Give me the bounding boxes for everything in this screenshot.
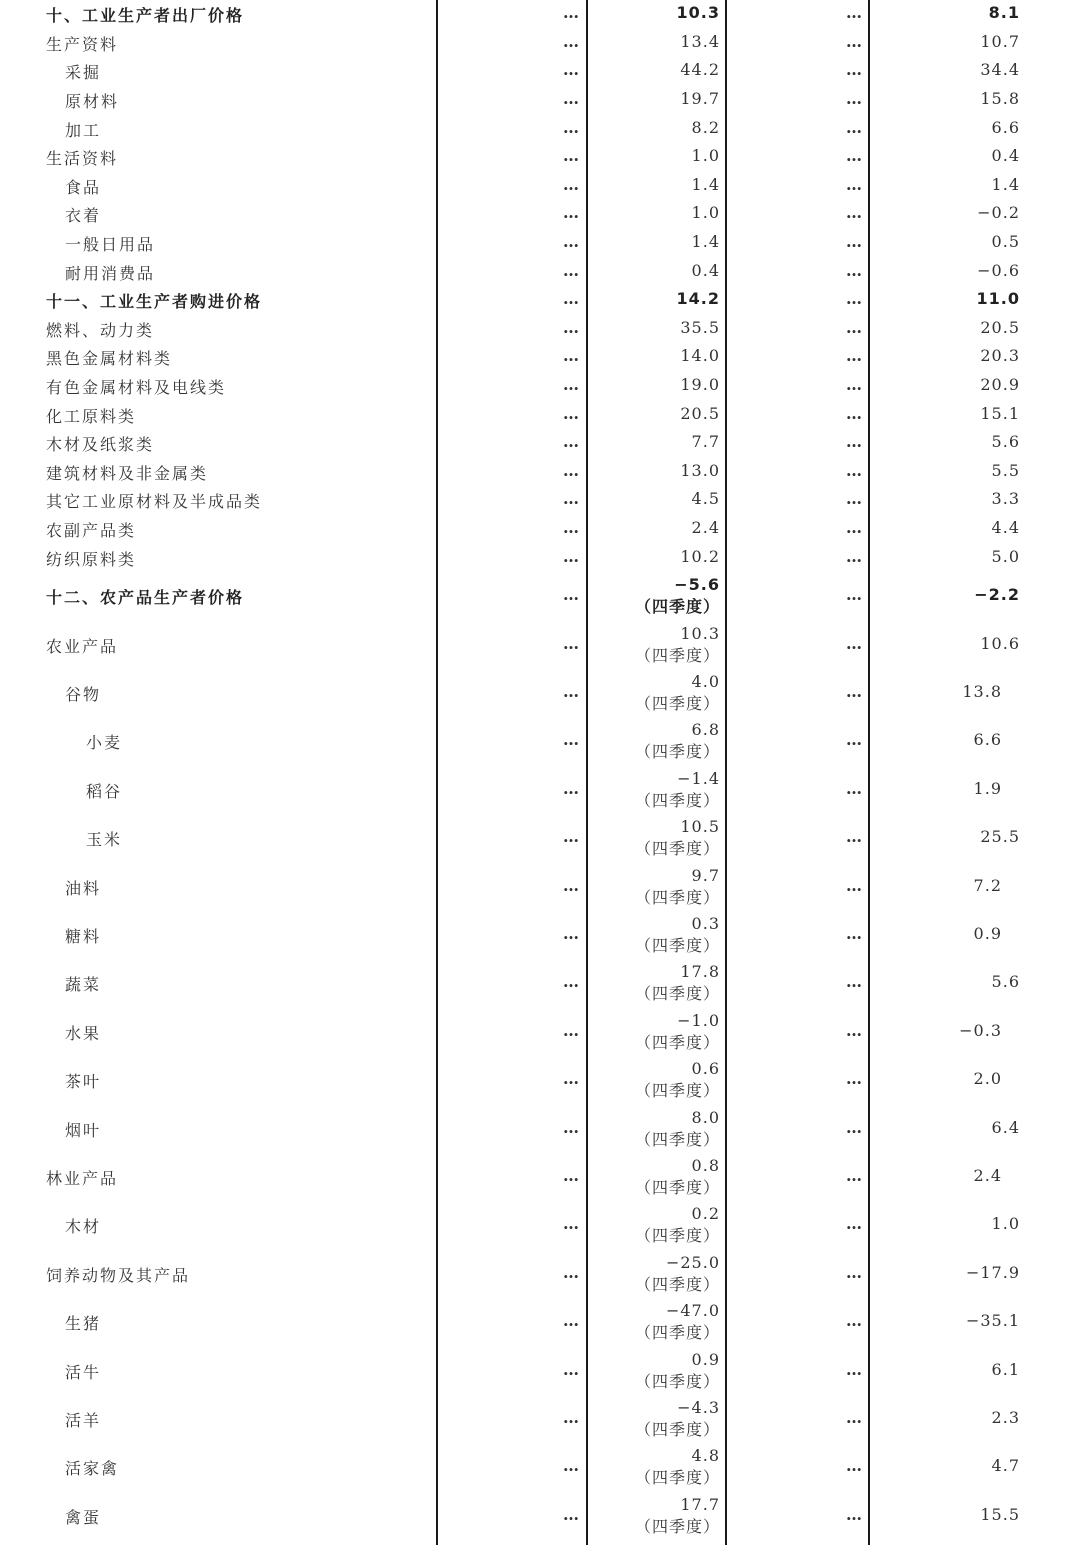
quarter-note: （四季度） (634, 790, 720, 810)
value-cell (635, 574, 720, 618)
ellipsis-cell: … (846, 1214, 862, 1234)
row-label: 十一、工业生产者购进价格 (46, 292, 263, 312)
value-cell: 6.4 (991, 1117, 1020, 1137)
value-number: 0.3 (691, 913, 720, 933)
ellipsis-cell: … (563, 117, 579, 137)
table-row (0, 29, 1080, 58)
value-cell: 0.4 (991, 146, 1020, 166)
table-row (0, 1346, 1080, 1394)
table-row (0, 1492, 1080, 1540)
table-row (0, 143, 1080, 172)
row-label: 小麦 (86, 733, 123, 753)
ellipsis-cell: … (563, 203, 579, 223)
row-label: 采掘 (65, 63, 102, 83)
ellipsis-cell: … (846, 117, 862, 137)
row-label: 生猪 (65, 1314, 102, 1334)
row-label: 饲养动物及其产品 (46, 1265, 191, 1285)
row-label: 活家禽 (65, 1459, 120, 1479)
value-number: 0.8 (691, 1155, 720, 1175)
ellipsis-cell: … (563, 375, 579, 395)
ellipsis-cell: … (846, 681, 862, 701)
value-cell: 0.9 (973, 923, 1002, 943)
table-row (0, 543, 1080, 572)
ellipsis-cell: … (563, 778, 579, 798)
ellipsis-cell: … (563, 174, 579, 194)
value-cell: 10.7 (980, 31, 1020, 51)
value-number: −5.6 (674, 575, 720, 595)
value-cell (635, 1494, 720, 1538)
value-cell: 2.3 (991, 1407, 1020, 1427)
ellipsis-cell: … (563, 1262, 579, 1282)
ellipsis-cell: … (563, 546, 579, 566)
table-row (0, 0, 1080, 29)
value-number: −1.4 (677, 768, 720, 788)
value-cell (635, 1445, 720, 1489)
quarter-note: （四季度） (634, 742, 720, 762)
quarter-note: （四季度） (634, 1081, 720, 1101)
value-cell (635, 1203, 720, 1247)
value-cell: 19.7 (680, 89, 720, 109)
value-cell: 1.9 (973, 778, 1002, 798)
value-cell: 5.6 (991, 432, 1020, 452)
value-number: 4.8 (691, 1446, 720, 1466)
table-row (0, 343, 1080, 372)
value-cell: 4.7 (991, 1456, 1020, 1476)
ellipsis-cell: … (563, 875, 579, 895)
ellipsis-cell: … (563, 432, 579, 452)
quarter-note: （四季度） (634, 1226, 720, 1246)
value-cell: 20.9 (980, 375, 1020, 395)
row-label: 黑色金属材料类 (46, 349, 173, 369)
ellipsis-cell: … (563, 232, 579, 252)
value-cell: 5.5 (991, 460, 1020, 480)
ellipsis-cell: … (846, 1311, 862, 1331)
table-row (0, 57, 1080, 86)
row-label: 木材及纸浆类 (46, 435, 155, 455)
ellipsis-cell: … (563, 1117, 579, 1137)
value-cell (635, 671, 720, 715)
ellipsis-cell: … (563, 1165, 579, 1185)
ellipsis-cell: … (563, 1311, 579, 1331)
value-cell (635, 865, 720, 909)
table-row (0, 257, 1080, 286)
ellipsis-cell: … (846, 585, 862, 605)
table-row (0, 1201, 1080, 1249)
ellipsis-cell: … (563, 489, 579, 509)
ellipsis-cell: … (846, 518, 862, 538)
value-cell: 1.4 (991, 174, 1020, 194)
ellipsis-cell: … (563, 1456, 579, 1476)
ellipsis-cell: … (563, 289, 579, 309)
table-row (0, 814, 1080, 862)
ellipsis-cell: … (563, 460, 579, 480)
value-cell (635, 961, 720, 1005)
table-row (0, 1443, 1080, 1491)
ellipsis-cell: … (563, 730, 579, 750)
value-cell: 44.2 (680, 60, 720, 80)
value-cell (635, 1397, 720, 1441)
value-cell: 14.0 (680, 346, 720, 366)
quarter-note: （四季度） (634, 597, 720, 617)
row-label: 糖料 (65, 926, 102, 946)
value-cell: 13.4 (680, 31, 720, 51)
table-row (0, 114, 1080, 143)
ellipsis-cell: … (563, 260, 579, 280)
table-row (0, 1395, 1080, 1443)
ellipsis-cell: … (846, 730, 862, 750)
table-row (0, 458, 1080, 487)
ellipsis-cell: … (846, 432, 862, 452)
value-cell: 0.4 (691, 260, 720, 280)
value-cell: 10.3 (676, 3, 720, 23)
ellipsis-cell: … (563, 1504, 579, 1524)
table-row (0, 717, 1080, 765)
row-label: 生活资料 (46, 149, 119, 169)
ellipsis-cell: … (563, 1069, 579, 1089)
table-row (0, 959, 1080, 1007)
value-number: −1.0 (677, 1010, 720, 1030)
quarter-note: （四季度） (634, 984, 720, 1004)
ellipsis-cell: … (563, 633, 579, 653)
value-number: 17.7 (680, 1494, 720, 1514)
value-cell: 8.1 (988, 3, 1020, 23)
ellipsis-cell: … (846, 289, 862, 309)
table-row (0, 200, 1080, 229)
ellipsis-cell: … (846, 203, 862, 223)
value-cell: 1.4 (691, 232, 720, 252)
quarter-note: （四季度） (634, 887, 720, 907)
row-label: 蔬菜 (65, 975, 102, 995)
value-number: −25.0 (665, 1252, 720, 1272)
value-cell: −17.9 (965, 1262, 1020, 1282)
value-cell: 4.4 (991, 518, 1020, 538)
value-number: 8.0 (691, 1107, 720, 1127)
table-row (0, 572, 1080, 620)
ellipsis-cell: … (563, 146, 579, 166)
table-row (0, 229, 1080, 258)
value-cell: 6.6 (973, 730, 1002, 750)
table-row (0, 669, 1080, 717)
table-row (0, 86, 1080, 115)
value-cell (635, 623, 720, 667)
value-cell (635, 719, 720, 763)
table-row (0, 1298, 1080, 1346)
row-label: 活羊 (65, 1410, 102, 1430)
row-label: 烟叶 (65, 1120, 102, 1140)
ellipsis-cell: … (846, 1020, 862, 1040)
row-label: 衣着 (65, 206, 102, 226)
ellipsis-cell: … (563, 31, 579, 51)
ellipsis-cell: … (563, 1359, 579, 1379)
row-label: 耐用消费品 (65, 263, 156, 283)
row-label: 建筑材料及非金属类 (46, 463, 209, 483)
ellipsis-cell: … (846, 827, 862, 847)
value-cell: 20.5 (680, 403, 720, 423)
value-cell: 1.0 (691, 203, 720, 223)
value-cell: 2.4 (691, 518, 720, 538)
table-row (0, 172, 1080, 201)
ellipsis-cell: … (846, 489, 862, 509)
value-cell: 35.5 (680, 317, 720, 337)
ellipsis-cell: … (846, 1504, 862, 1524)
row-label: 食品 (65, 177, 102, 197)
value-cell: 13.8 (962, 681, 1002, 701)
value-cell: 20.5 (980, 317, 1020, 337)
value-cell: 19.0 (680, 375, 720, 395)
table-row (0, 1250, 1080, 1298)
row-label: 十、工业生产者出厂价格 (46, 6, 245, 26)
ellipsis-cell: … (846, 174, 862, 194)
value-cell (635, 1155, 720, 1199)
value-cell: 5.6 (991, 972, 1020, 992)
ellipsis-cell: … (846, 1117, 862, 1137)
ellipsis-cell: … (846, 346, 862, 366)
table-row (0, 515, 1080, 544)
value-number: 6.8 (691, 720, 720, 740)
ellipsis-cell: … (846, 146, 862, 166)
ellipsis-cell: … (846, 1262, 862, 1282)
ellipsis-cell: … (846, 60, 862, 80)
value-cell: 2.4 (973, 1165, 1002, 1185)
quarter-note: （四季度） (634, 1323, 720, 1343)
quarter-note: （四季度） (634, 839, 720, 859)
value-number: 10.5 (680, 817, 720, 837)
quarter-note: （四季度） (634, 645, 720, 665)
ellipsis-cell: … (563, 827, 579, 847)
row-label: 农副产品类 (46, 521, 137, 541)
table-row (0, 429, 1080, 458)
row-label: 其它工业原材料及半成品类 (46, 492, 263, 512)
ellipsis-cell: … (846, 1069, 862, 1089)
value-cell: 1.4 (691, 174, 720, 194)
value-cell: 11.0 (976, 289, 1020, 309)
ellipsis-cell: … (563, 317, 579, 337)
ellipsis-cell: … (846, 89, 862, 109)
value-cell: −2.2 (974, 585, 1020, 605)
ellipsis-cell: … (846, 1359, 862, 1379)
value-cell: 25.5 (980, 827, 1020, 847)
row-label: 生产资料 (46, 34, 119, 54)
ellipsis-cell: … (846, 546, 862, 566)
ellipsis-cell: … (846, 260, 862, 280)
row-label: 原材料 (65, 92, 120, 112)
value-cell: 20.3 (980, 346, 1020, 366)
value-cell (635, 1107, 720, 1151)
quarter-note: （四季度） (634, 1032, 720, 1052)
row-label: 纺织原料类 (46, 549, 137, 569)
row-label: 燃料、动力类 (46, 320, 155, 340)
row-label: 谷物 (65, 684, 102, 704)
row-label: 玉米 (86, 830, 123, 850)
value-cell (635, 816, 720, 860)
value-cell: 6.1 (991, 1359, 1020, 1379)
row-label: 化工原料类 (46, 406, 137, 426)
row-label: 加工 (65, 120, 102, 140)
table-row (0, 400, 1080, 429)
ellipsis-cell: … (563, 518, 579, 538)
row-label: 活牛 (65, 1362, 102, 1382)
value-cell: 14.2 (676, 289, 720, 309)
ellipsis-cell: … (846, 3, 862, 23)
ellipsis-cell: … (563, 972, 579, 992)
value-cell: 34.4 (980, 60, 1020, 80)
table-row (0, 1104, 1080, 1152)
ellipsis-cell: … (846, 317, 862, 337)
quarter-note: （四季度） (634, 1516, 720, 1536)
value-number: −47.0 (665, 1301, 720, 1321)
row-label: 林业产品 (46, 1168, 119, 1188)
table-row (0, 1008, 1080, 1056)
row-label: 稻谷 (86, 781, 123, 801)
ellipsis-cell: … (846, 1456, 862, 1476)
value-cell (635, 768, 720, 812)
row-label: 木材 (65, 1217, 102, 1237)
value-cell: 1.0 (691, 146, 720, 166)
value-cell (635, 1252, 720, 1296)
ellipsis-cell: … (563, 923, 579, 943)
table-row (0, 315, 1080, 344)
value-cell (635, 1058, 720, 1102)
ellipsis-cell: … (563, 1214, 579, 1234)
quarter-note: （四季度） (634, 1177, 720, 1197)
table-row (0, 1153, 1080, 1201)
row-label: 油料 (65, 878, 102, 898)
ellipsis-cell: … (846, 460, 862, 480)
table-row (0, 286, 1080, 315)
value-number: 4.0 (691, 671, 720, 691)
value-cell: 7.7 (691, 432, 720, 452)
value-cell: 7.2 (973, 875, 1002, 895)
ellipsis-cell: … (846, 1165, 862, 1185)
ellipsis-cell: … (846, 875, 862, 895)
quarter-note: （四季度） (634, 1468, 720, 1488)
table-row (0, 766, 1080, 814)
ellipsis-cell: … (563, 681, 579, 701)
value-cell: 8.2 (691, 117, 720, 137)
ellipsis-cell: … (846, 375, 862, 395)
quarter-note: （四季度） (634, 935, 720, 955)
value-cell: 10.6 (980, 633, 1020, 653)
value-cell: 10.2 (680, 546, 720, 566)
value-cell: 0.5 (991, 232, 1020, 252)
ellipsis-cell: … (563, 1407, 579, 1427)
value-cell: 4.5 (691, 489, 720, 509)
table-row (0, 486, 1080, 515)
table-row (0, 1056, 1080, 1104)
ellipsis-cell: … (846, 403, 862, 423)
value-number: 17.8 (680, 962, 720, 982)
ellipsis-cell: … (846, 633, 862, 653)
row-label: 十二、农产品生产者价格 (46, 588, 245, 608)
ellipsis-cell: … (563, 89, 579, 109)
value-number: 0.2 (691, 1204, 720, 1224)
table-row (0, 862, 1080, 910)
row-label: 一般日用品 (65, 235, 156, 255)
value-cell: −0.2 (977, 203, 1020, 223)
ellipsis-cell: … (563, 1020, 579, 1040)
quarter-note: （四季度） (634, 1419, 720, 1439)
ellipsis-cell: … (846, 923, 862, 943)
value-number: −4.3 (677, 1397, 720, 1417)
value-cell: 15.8 (980, 89, 1020, 109)
row-label: 水果 (65, 1023, 102, 1043)
value-cell (635, 1010, 720, 1054)
ellipsis-cell: … (563, 585, 579, 605)
quarter-note: （四季度） (634, 1371, 720, 1391)
ellipsis-cell: … (563, 346, 579, 366)
value-cell: 2.0 (973, 1069, 1002, 1089)
ellipsis-cell: … (563, 3, 579, 23)
ellipsis-cell: … (846, 778, 862, 798)
quarter-note: （四季度） (634, 1274, 720, 1294)
value-cell: 6.6 (991, 117, 1020, 137)
value-cell: 15.1 (980, 403, 1020, 423)
ellipsis-cell: … (563, 60, 579, 80)
quarter-note: （四季度） (634, 693, 720, 713)
value-cell: −0.3 (959, 1020, 1002, 1040)
value-cell: 15.5 (980, 1504, 1020, 1524)
row-label: 农业产品 (46, 636, 119, 656)
row-label: 茶叶 (65, 1072, 102, 1092)
table-row (0, 620, 1080, 668)
value-cell (635, 913, 720, 957)
ellipsis-cell: … (846, 1407, 862, 1427)
value-cell: 1.0 (991, 1214, 1020, 1234)
value-cell: 5.0 (991, 546, 1020, 566)
row-label: 禽蛋 (65, 1507, 102, 1527)
quarter-note: （四季度） (634, 1129, 720, 1149)
ellipsis-cell: … (563, 403, 579, 423)
value-cell (635, 1349, 720, 1393)
table-row (0, 911, 1080, 959)
table-row (0, 372, 1080, 401)
ellipsis-cell: … (846, 972, 862, 992)
value-number: 9.7 (691, 865, 720, 885)
value-cell: 13.0 (680, 460, 720, 480)
value-cell: 3.3 (991, 489, 1020, 509)
value-cell: −0.6 (977, 260, 1020, 280)
ellipsis-cell: … (846, 31, 862, 51)
value-number: 10.3 (680, 623, 720, 643)
value-cell (635, 1300, 720, 1344)
ellipsis-cell: … (846, 232, 862, 252)
value-number: 0.9 (691, 1349, 720, 1369)
row-label: 有色金属材料及电线类 (46, 378, 227, 398)
value-number: 0.6 (691, 1059, 720, 1079)
value-cell: −35.1 (965, 1311, 1020, 1331)
